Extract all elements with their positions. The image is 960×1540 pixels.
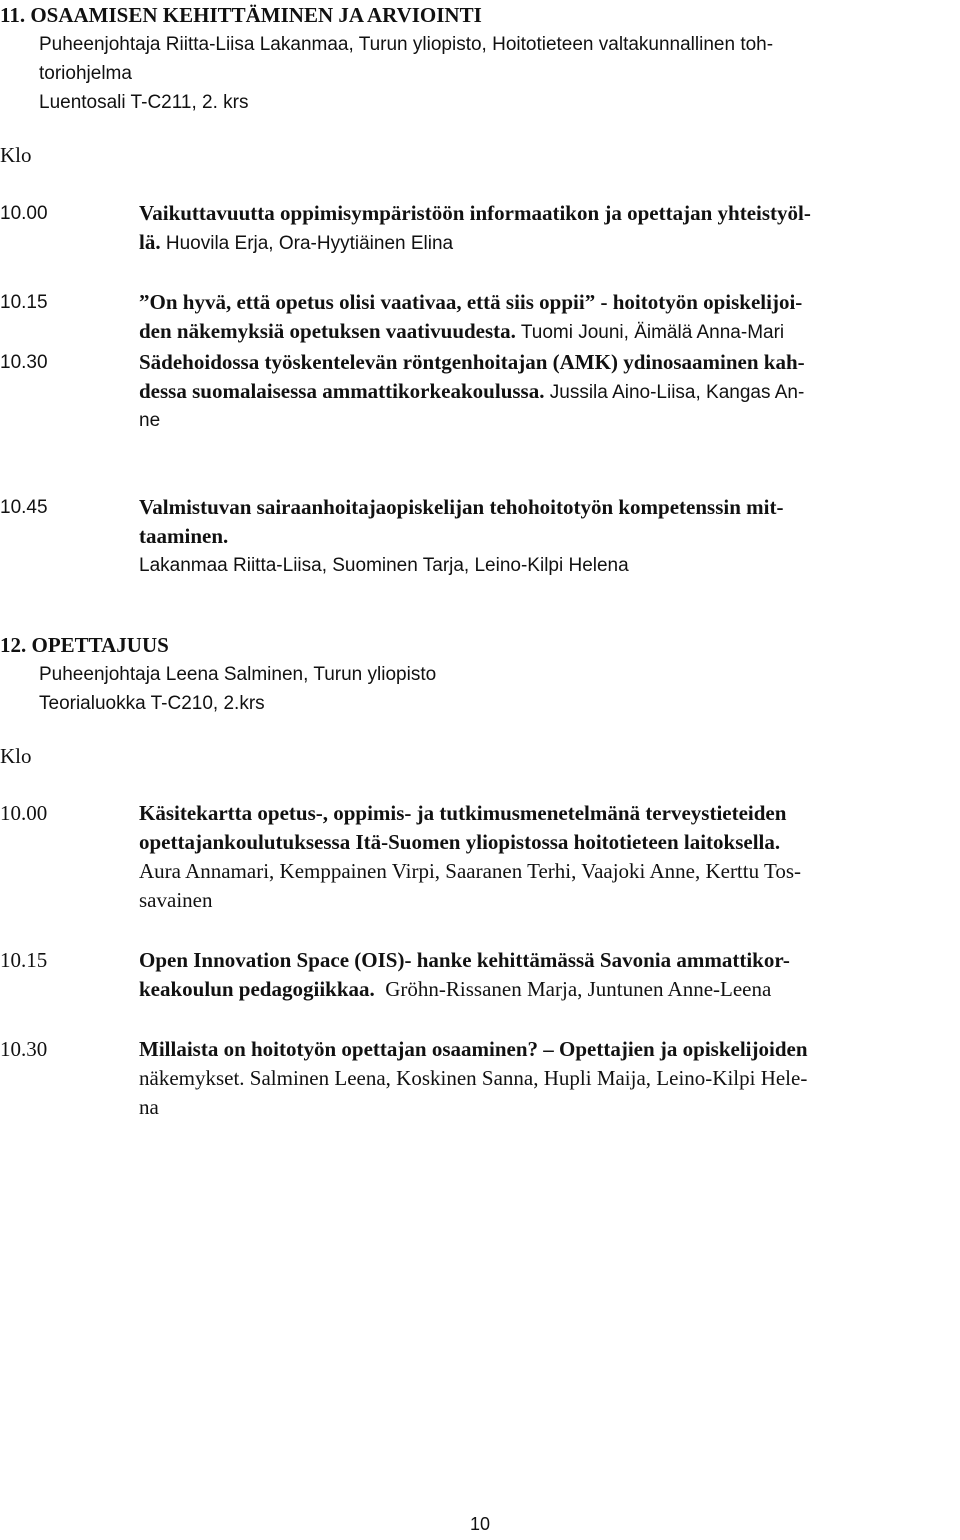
- s11-item1-title-line1: Vaikuttavuutta oppimisympäristöön informaatikon ja opettajan yhteistyöl-: [139, 201, 811, 225]
- s11-item2-time: 10.15: [0, 292, 48, 313]
- s11-item2-title-line1: ”On hyvä, että opetus olisi vaativaa, että siis oppii” - hoitotyön opiskelijoi-: [139, 290, 803, 314]
- s11-item1-line2: [139, 228, 453, 258]
- s11-item1-time: 10.00: [0, 203, 48, 224]
- s12-item3-authors-line1: näkemykset. Salminen Leena, Koskinen Sanna, Hupli Maija, Leino-Kilpi Hele-: [139, 1066, 808, 1090]
- s11-item3-authors-line1: Jussila Aino-Liisa, Kangas An-: [544, 382, 805, 403]
- s12-item1-authors-line1: Aura Annamari, Kemppainen Virpi, Saaranen Terhi, Vaajoki Anne, Kerttu Tos-: [139, 859, 802, 883]
- section-11-chair-line2: toriohjelma: [39, 63, 132, 84]
- s11-item3-authors-line2: ne: [139, 410, 161, 431]
- s11-item2-title-line2: den näkemyksiä opetuksen vaativuudesta.: [139, 319, 516, 343]
- s12-item2-title-line1: Open Innovation Space (OIS)- hanke kehittämässä Savonia ammattikor-: [139, 948, 790, 972]
- s11-item3-title-line2: dessa suomalaisessa ammattikorkeakoulussa.: [139, 379, 545, 403]
- s12-item3-authors-line2: na: [139, 1095, 159, 1119]
- s11-item4-time: 10.45: [0, 497, 48, 518]
- section-12-venue: Teorialuokka T-C210, 2.krs: [39, 693, 265, 714]
- s11-item4-authors: Lakanmaa Riitta-Liisa, Suominen Tarja, Leino-Kilpi Helena: [139, 555, 629, 576]
- s11-item2-line2: [139, 317, 784, 347]
- s12-item3-time: 10.30: [0, 1037, 48, 1061]
- s11-item4-title-line2: taaminen.: [139, 524, 229, 548]
- section-11-chair-line1: Puheenjohtaja Riitta-Liisa Lakanmaa, Turun yliopisto, Hoitotieteen valtakunnallinen toh-: [39, 34, 774, 55]
- s12-item2-authors: Gröhn-Rissanen Marja, Juntunen Anne-Leena: [374, 977, 772, 1001]
- s11-item1-authors: Huovila Erja, Ora-Hyytiäinen Elina: [160, 233, 454, 254]
- s12-item2-time: 10.15: [0, 948, 48, 972]
- section-12-heading: 12. OPETTAJUUS: [0, 633, 169, 657]
- s12-item1-authors-line2: savainen: [139, 888, 213, 912]
- s12-item1-time: 10.00: [0, 801, 48, 825]
- s12-item2-line2: [139, 975, 771, 1004]
- page-number: 10: [469, 1514, 491, 1534]
- section-11-venue: Luentosali T-C211, 2. krs: [39, 92, 249, 113]
- section-11-heading: 11. OSAAMISEN KEHITTÄMINEN JA ARVIOINTI: [0, 3, 482, 27]
- section-11-klo-label: Klo: [0, 143, 32, 167]
- s12-item3-title-line1: Millaista on hoitotyön opettajan osaaminen? – Opettajien ja opiskelijoiden: [139, 1037, 808, 1061]
- s12-item1-title-line1: Käsitekartta opetus-, oppimis- ja tutkimusmenetelmänä terveystieteiden: [139, 801, 787, 825]
- s11-item3-line2: [139, 377, 804, 407]
- section-12-klo-label: Klo: [0, 744, 32, 768]
- section-12-chair: Puheenjohtaja Leena Salminen, Turun yliopisto: [39, 664, 437, 685]
- s11-item2-authors: Tuomi Jouni, Äimälä Anna-Mari: [515, 322, 785, 343]
- s11-item1-title-line2: lä.: [139, 230, 161, 254]
- s11-item3-time: 10.30: [0, 352, 48, 373]
- s12-item2-title-line2: keakoulun pedagogiikkaa.: [139, 977, 375, 1001]
- s12-item1-title-line2: opettajankoulutuksessa Itä-Suomen yliopistossa hoitotieteen laitoksella.: [139, 830, 781, 854]
- s11-item4-title-line1: Valmistuvan sairaanhoitajaopiskelijan tehohoitotyön kompetenssin mit-: [139, 495, 784, 519]
- s11-item3-title-line1: Sädehoidossa työskentelevän röntgenhoitajan (AMK) ydinosaaminen kah-: [139, 350, 805, 374]
